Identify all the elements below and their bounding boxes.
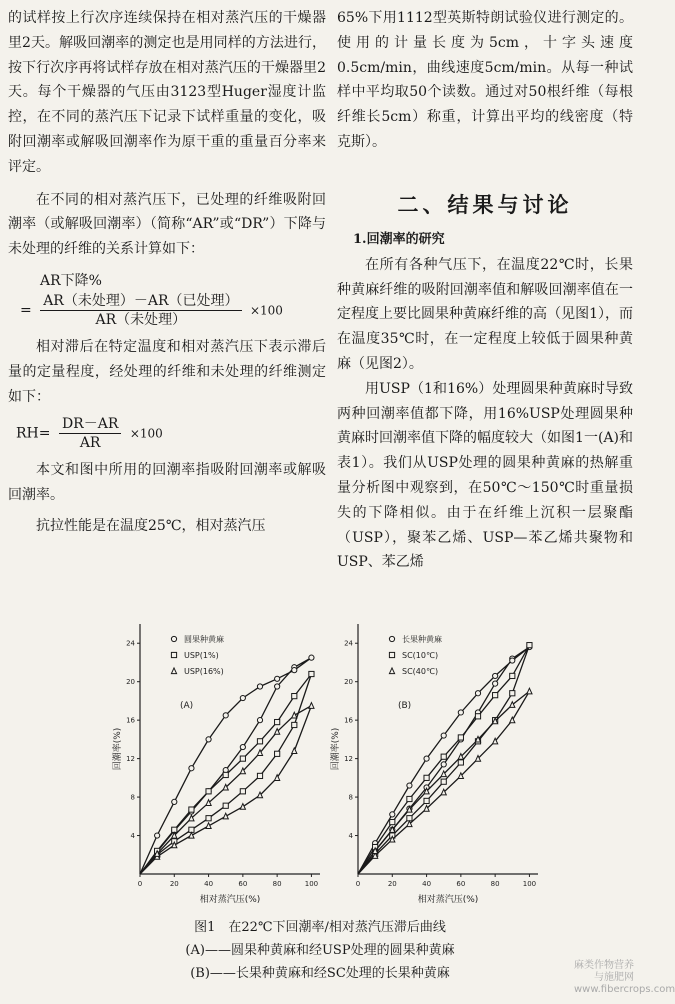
x-tick-label: 0 xyxy=(137,880,143,888)
legend-marker xyxy=(171,636,176,641)
data-point xyxy=(240,804,245,810)
panel-label: (B) xyxy=(398,701,412,711)
data-point xyxy=(292,694,297,699)
data-point xyxy=(292,748,297,754)
chart-panel-b xyxy=(329,624,538,905)
data-point xyxy=(407,783,412,788)
x-tick-label: 60 xyxy=(456,880,466,888)
x-tick-label: 100 xyxy=(304,880,319,888)
legend-label: 圆果种黄麻 xyxy=(184,635,224,644)
formula-rh-lhs: RH= xyxy=(16,425,51,442)
section-title: 二、结果与讨论 xyxy=(397,191,573,217)
data-point xyxy=(206,737,211,742)
data-point xyxy=(510,702,515,708)
y-tick-label: 8 xyxy=(348,793,353,802)
formula-ar-numerator: AR（未处理）－AR（已处理） xyxy=(40,292,241,311)
data-point xyxy=(441,733,446,738)
formula-ar-denominator: AR（未处理） xyxy=(95,311,187,328)
y-tick-label: 12 xyxy=(344,755,353,764)
y-tick-label: 8 xyxy=(130,793,135,802)
data-point xyxy=(493,693,498,698)
legend-label: SC(10℃) xyxy=(402,651,439,660)
data-point xyxy=(292,668,297,673)
formula-ar-label: AR下降% xyxy=(40,272,102,289)
left-paragraph-5: 抗拉性能是在温度25℃，相对蒸汽压 xyxy=(36,517,266,534)
data-point xyxy=(510,658,515,663)
panel-label: (A) xyxy=(180,701,194,711)
formula-rh-fraction xyxy=(59,415,121,452)
legend-marker xyxy=(389,668,394,674)
data-point xyxy=(493,681,498,686)
data-point xyxy=(275,684,280,689)
data-point xyxy=(240,756,245,761)
figure-caption-b: (B)——长果种黄麻和经SC处理的长果种黄麻 xyxy=(190,966,450,981)
formula-ar-decrease xyxy=(20,270,326,329)
figure-1-charts xyxy=(0,596,675,1000)
formula-rh-times: ×100 xyxy=(129,426,163,441)
data-point xyxy=(424,775,429,780)
figure-1 xyxy=(0,596,675,1000)
legend-marker xyxy=(389,652,394,657)
right-column xyxy=(337,6,633,575)
y-tick-label: 24 xyxy=(126,639,135,648)
formula-ar-fraction xyxy=(40,292,241,329)
data-point xyxy=(510,691,515,696)
formula-rh-numerator: DR－AR xyxy=(59,415,121,434)
data-point xyxy=(223,713,228,718)
data-point xyxy=(189,766,194,771)
right-paragraph-2: 在所有各种气压下，在温度22℃时，长果种黄麻纤维的吸附回潮率值和解吸回潮率值在一定程度上要比圆果种黄麻纤维的高（见图1），而在温度35℃时，在一定程度上较低于圆果种黄麻（见图2）。 xyxy=(337,256,633,372)
data-point xyxy=(309,655,314,660)
data-point xyxy=(424,798,429,803)
data-point xyxy=(441,754,446,759)
y-tick-label: 4 xyxy=(348,832,353,841)
data-point xyxy=(257,684,262,689)
legend-label: USP(1%) xyxy=(184,651,219,660)
data-point xyxy=(292,712,297,718)
data-point xyxy=(172,799,177,804)
data-point xyxy=(257,773,262,778)
data-point xyxy=(458,760,463,765)
data-point xyxy=(493,673,498,678)
formula-ar-equals: = xyxy=(20,302,32,319)
data-point xyxy=(458,735,463,740)
data-point xyxy=(390,819,395,824)
data-point xyxy=(206,789,211,794)
legend-label: SC(40℃) xyxy=(402,667,439,676)
data-point xyxy=(275,751,280,756)
data-point xyxy=(458,710,463,715)
legend-marker xyxy=(389,636,394,641)
x-tick-label: 0 xyxy=(355,880,361,888)
chart-panel-a xyxy=(111,624,320,905)
x-axis-label: 相对蒸汽压(%) xyxy=(199,895,261,905)
figure-caption-a: (A)——圆果种黄麻和经USP处理的圆果种黄麻 xyxy=(185,943,455,958)
series-line xyxy=(140,658,311,874)
y-axis-label: 回潮率(%) xyxy=(113,727,123,771)
y-tick-label: 4 xyxy=(130,832,135,841)
x-axis-label: 相对蒸汽压(%) xyxy=(417,895,479,905)
data-point xyxy=(441,762,446,767)
y-tick-label: 12 xyxy=(126,755,135,764)
right-paragraph-1: 65%下用1112型英斯特朗试验仪进行测定的。使用的计量长度为5cm，十字头速度0.5cm/min，曲线速度5cm/min。从每一种试样中平均取50个读数。通过对50根纤维（每根纤维长5cm）称重，计算出平均的线密度（特克斯）。 xyxy=(337,10,633,150)
subsection-title: 1.回潮率的研究 xyxy=(353,231,445,247)
left-column xyxy=(8,6,326,539)
x-tick-label: 20 xyxy=(387,880,397,888)
y-tick-label: 16 xyxy=(126,716,135,725)
left-paragraph-4: 本文和图中所用的回潮率指吸附回潮率或解吸回潮率。 xyxy=(8,462,326,504)
left-paragraph-2: 在不同的相对蒸汽压下，已处理的纤维吸附回潮率（或解吸回潮率）（简称“AR”或“DR”）下降与未处理的纤维的关系计算如下： xyxy=(8,191,326,258)
data-point xyxy=(206,816,211,821)
data-point xyxy=(527,643,532,648)
y-axis-label: 回潮率(%) xyxy=(331,727,341,771)
legend-marker xyxy=(171,668,176,674)
x-tick-label: 80 xyxy=(490,880,500,888)
x-tick-label: 40 xyxy=(204,880,214,888)
y-tick-label: 16 xyxy=(344,716,353,725)
data-point xyxy=(475,714,480,719)
legend-label: USP(16%) xyxy=(184,667,224,676)
data-point xyxy=(527,688,532,694)
data-point xyxy=(257,739,262,744)
y-tick-label: 24 xyxy=(344,639,353,648)
data-point xyxy=(390,812,395,817)
site-watermark: 麻类作物营养与施肥网 www.fibercrops.com xyxy=(574,960,675,995)
data-point xyxy=(424,756,429,761)
data-point xyxy=(292,722,297,727)
data-point xyxy=(257,718,262,723)
data-point xyxy=(441,779,446,784)
data-point xyxy=(309,671,314,676)
data-point xyxy=(189,832,194,838)
x-tick-label: 20 xyxy=(169,880,179,888)
data-point xyxy=(240,789,245,794)
left-paragraph-3: 相对滞后在特定温度和相对蒸汽压下表示滞后量的定量程度，经处理的纤维和未处理的纤维测定如下： xyxy=(8,338,326,405)
data-point xyxy=(510,673,515,678)
formula-rh-denominator: AR xyxy=(79,435,101,452)
formula-ar-times: ×100 xyxy=(249,303,283,318)
y-tick-label: 20 xyxy=(126,678,135,687)
x-tick-label: 40 xyxy=(422,880,432,888)
data-point xyxy=(155,833,160,838)
legend-marker xyxy=(171,652,176,657)
data-point xyxy=(223,813,228,819)
data-point xyxy=(407,796,412,801)
x-tick-label: 100 xyxy=(522,880,537,888)
data-point xyxy=(275,719,280,724)
legend-label: 长果种黄麻 xyxy=(402,635,442,644)
data-point xyxy=(475,691,480,696)
data-point xyxy=(223,803,228,808)
data-point xyxy=(309,703,314,709)
right-paragraph-3: 用USP（1和16%）处理圆果种黄麻时导致两种回潮率值都下降，用16%USP处理圆果种黄麻时回潮率值下降的幅度较大（如图1一(A)和表1）。我们从USP处理的圆果种黄麻的热解重量分析图中观察到，在50℃～150℃时重量损失的下降相似。由于在纤维上沉积一层聚酯（USP），聚苯乙烯、USP—苯乙烯共聚物和USP、苯乙烯 xyxy=(337,380,633,571)
data-point xyxy=(206,823,211,829)
data-point xyxy=(275,676,280,681)
x-tick-label: 60 xyxy=(238,880,248,888)
data-point xyxy=(223,772,228,777)
data-point xyxy=(189,807,194,812)
formula-rh xyxy=(16,415,326,452)
x-tick-label: 80 xyxy=(272,880,282,888)
data-point xyxy=(240,695,245,700)
y-tick-label: 20 xyxy=(344,678,353,687)
figure-caption-title: 图1 在22℃下回潮率/相对蒸汽压滞后曲线 xyxy=(194,920,446,935)
left-paragraph-1: 的试样按上行次序连续保持在相对蒸汽压的干燥器里2天。解吸回潮率的测定也是用同样的方法进行，按下行次序再将试样存放在相对蒸汽压的干燥器里2天。每个干燥器的气压由3123型Huger湿度计监控，在不同的蒸汽压下记录下试样重量的变化，吸附回潮率或解吸回潮率作为原干重的重量百分率来评定。 xyxy=(8,10,326,175)
data-point xyxy=(240,744,245,749)
